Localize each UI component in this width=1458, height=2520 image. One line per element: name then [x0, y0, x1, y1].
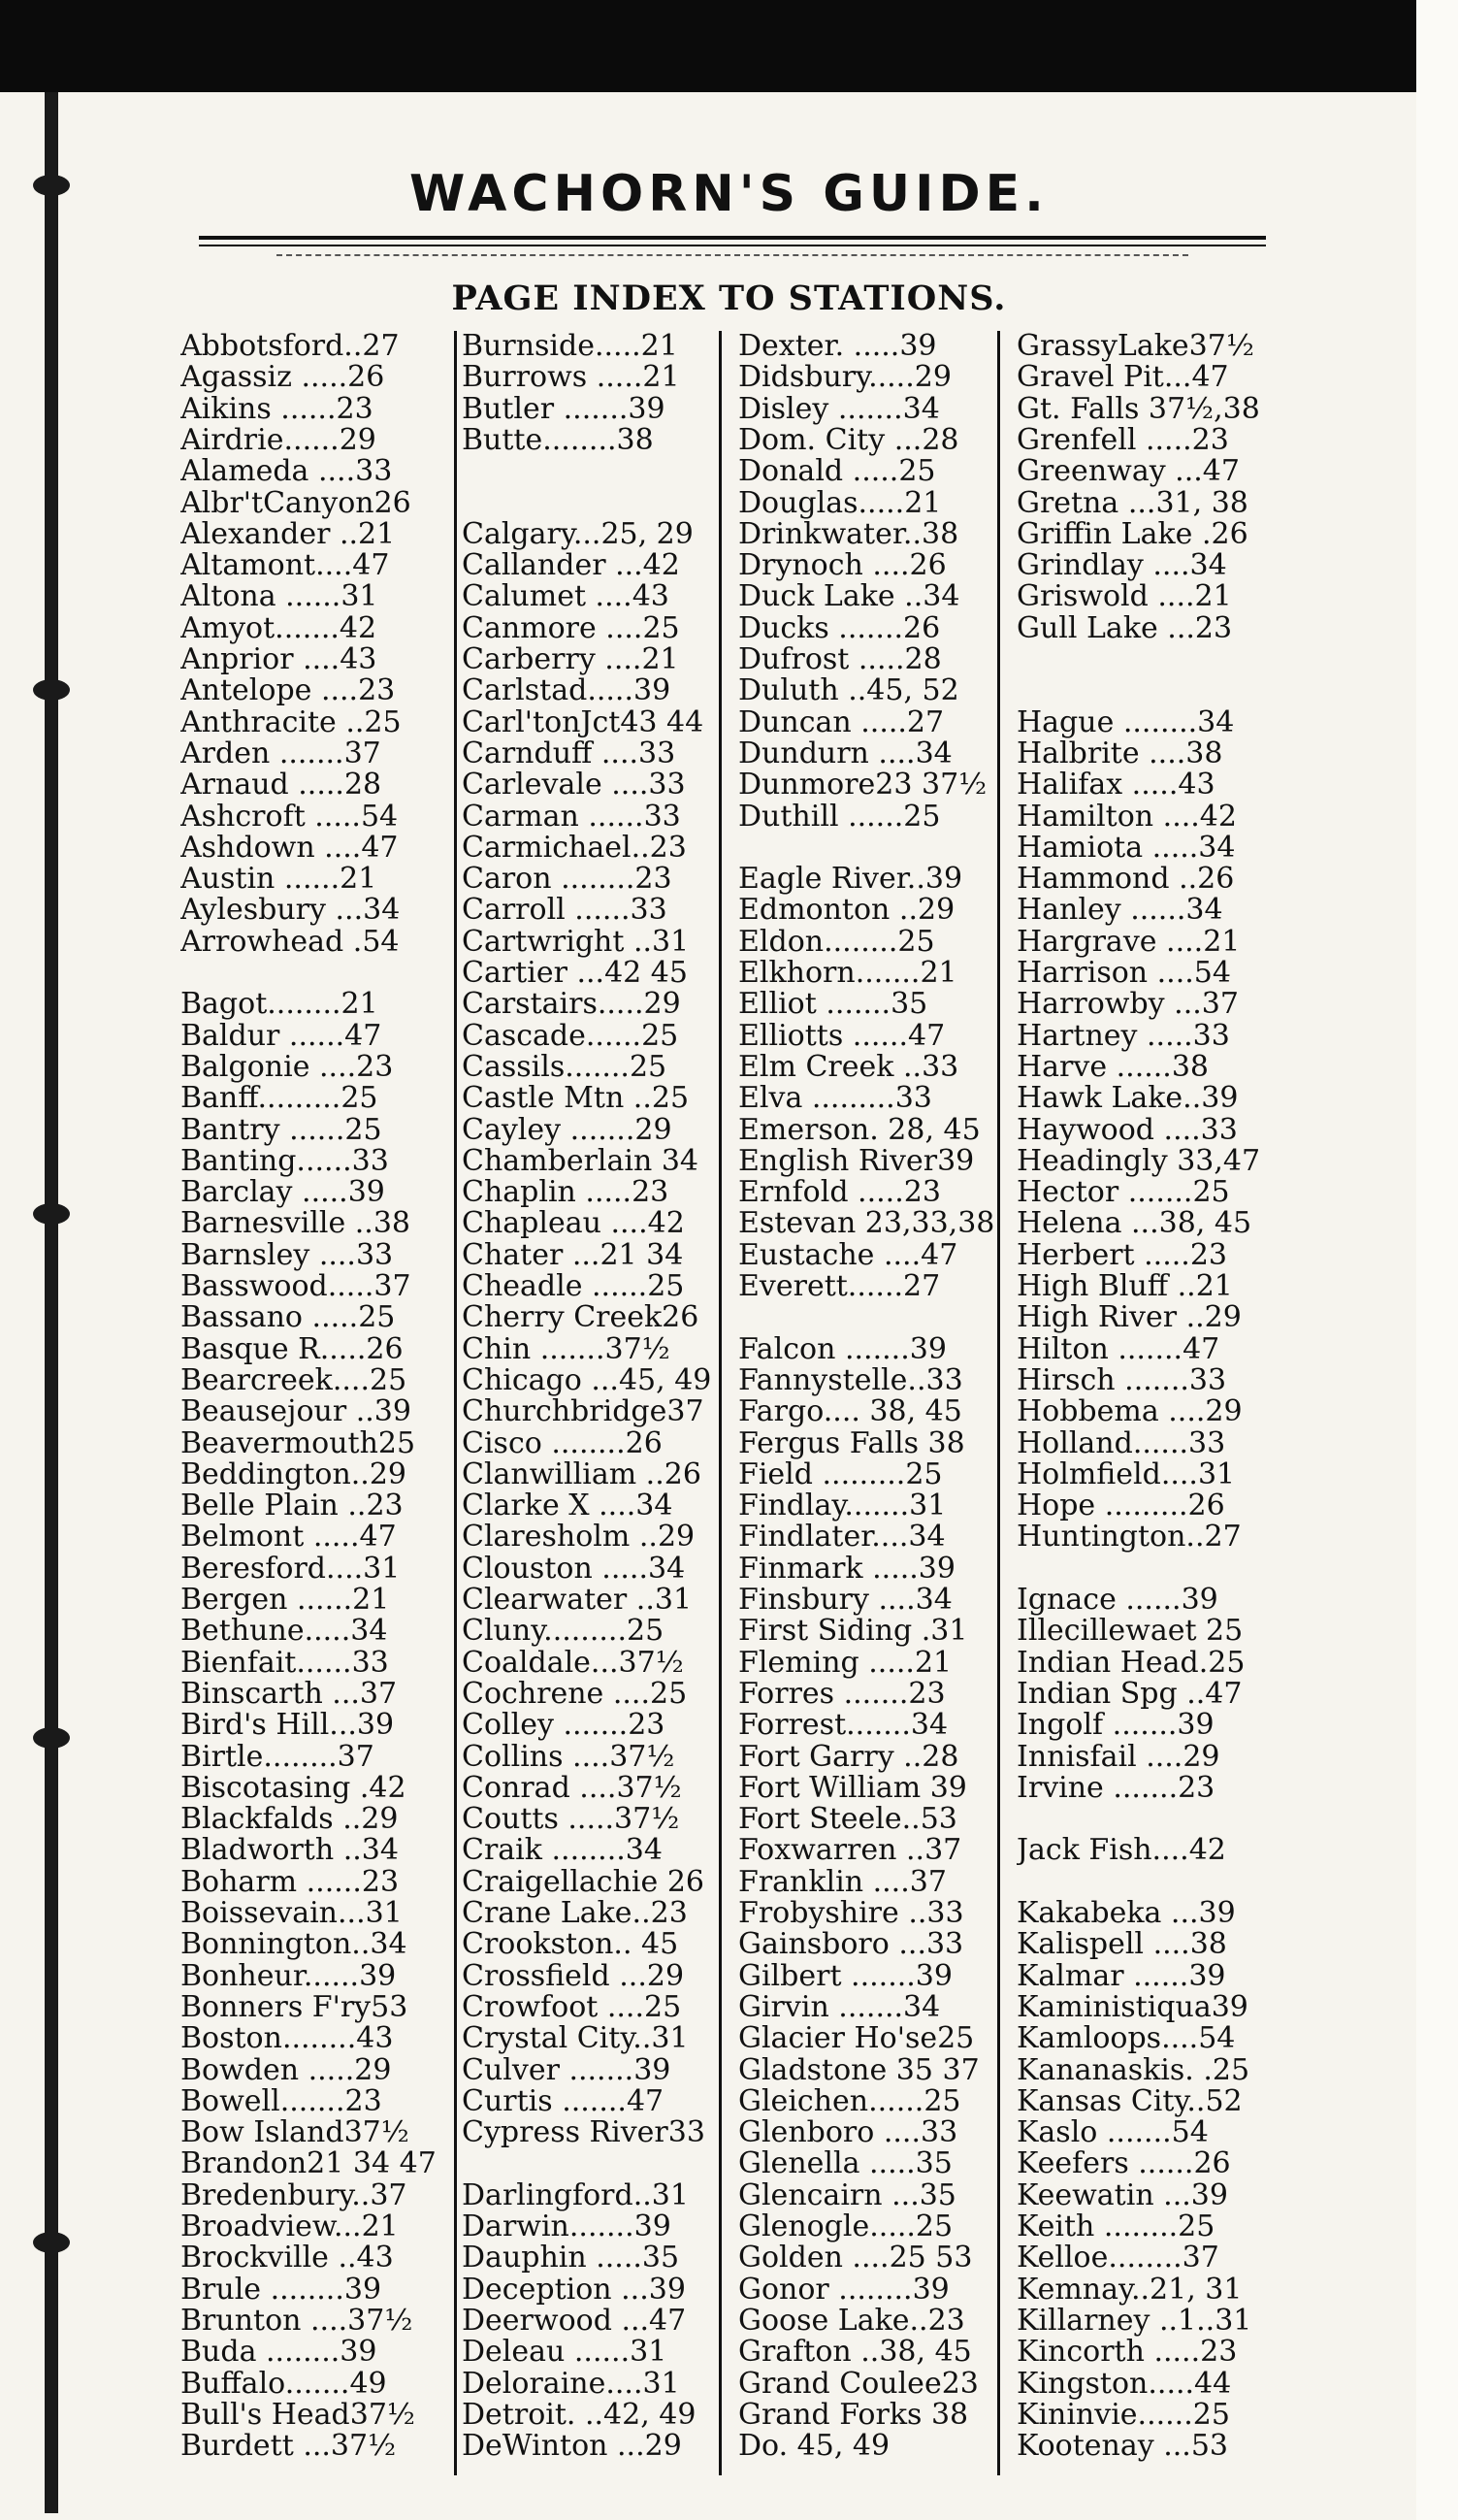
station-entry: Kakabeka ...39 [1017, 1898, 1236, 1929]
station-entry: Hamiota .....34 [1017, 832, 1236, 864]
station-entry: Abbotsford..27 [180, 331, 400, 362]
station-entry: Beresford....31 [180, 1553, 401, 1585]
station-entry: Fort Garry ..28 [738, 1741, 959, 1773]
station-entry: Hanley ......34 [1017, 895, 1223, 927]
station-entry: Fleming .....21 [738, 1647, 953, 1679]
guide-title: WACHORN'S GUIDE. [409, 165, 1049, 223]
station-entry: Bird's Hill...39 [180, 1710, 395, 1742]
station-entry: Gladstone 35 37 [738, 2054, 980, 2086]
station-entry: Hague ........34 [1017, 706, 1235, 738]
station-entry: Baldur ......47 [180, 1020, 382, 1052]
station-entry: Donald .....25 [738, 456, 936, 488]
station-entry: Frobyshire ..33 [738, 1898, 964, 1929]
station-entry: Aikins ......23 [180, 393, 373, 425]
station-entry: Chapleau ....42 [462, 1208, 685, 1240]
station-entry: Cheadle ......25 [462, 1271, 685, 1302]
station-entry: Bonnington..34 [180, 1929, 407, 1961]
station-entry: Carmichael..23 [462, 832, 687, 864]
station-entry: Calgary...25, 29 [462, 518, 694, 550]
station-entry: Hector .......25 [1017, 1177, 1230, 1209]
station-entry: Fargo.... 38, 45 [738, 1396, 962, 1428]
station-entry: Disley .......34 [738, 393, 940, 425]
station-entry: Carman ......33 [462, 801, 681, 833]
station-entry: Belmont .....47 [180, 1522, 397, 1554]
station-entry: Franklin ....37 [738, 1866, 947, 1898]
station-entry: Grindlay ....34 [1017, 550, 1227, 582]
index-column-4 [1017, 331, 1288, 2475]
station-entry: Antelope ....23 [180, 675, 396, 707]
station-entry: Duck Lake ..34 [738, 581, 960, 613]
station-entry: Dom. City ...28 [738, 424, 959, 456]
station-entry: Innisfail ....29 [1017, 1741, 1220, 1773]
station-entry: Cassils.......25 [462, 1051, 667, 1083]
station-entry: Boissevain...31 [180, 1898, 403, 1929]
station-entry: Ingolf .......39 [1017, 1710, 1215, 1742]
station-entry: Biscotasing .42 [180, 1772, 406, 1804]
station-entry: Grand Coulee23 [738, 2368, 979, 2400]
station-entry: Dexter. .....39 [738, 331, 937, 362]
station-entry: Burdett ...37½ [180, 2431, 397, 2463]
station-entry: Hawk Lake..39 [1017, 1083, 1239, 1115]
station-entry: Duthill ......25 [738, 801, 941, 833]
station-entry: Hilton .......47 [1017, 1333, 1220, 1365]
station-entry: Conrad ....37½ [462, 1772, 682, 1804]
dark-page-edge [0, 0, 1416, 92]
station-entry: Curtis .......47 [462, 2085, 664, 2117]
station-entry: Bearcreek....25 [180, 1364, 407, 1396]
station-entry: Headingly 33,47 [1017, 1145, 1261, 1177]
station-index [180, 331, 1277, 2466]
station-entry: High Bluff ..21 [1017, 1271, 1233, 1302]
station-entry: Churchbridge37 [462, 1396, 704, 1428]
station-entry: Harve ......38 [1017, 1051, 1210, 1083]
station-entry: Kemnay..21, 31 [1017, 2274, 1243, 2306]
station-entry: Forres .......23 [738, 1678, 946, 1710]
station-entry: Eldon........25 [738, 926, 935, 958]
station-entry: Ducks .......26 [738, 612, 941, 644]
station-entry: Elm Creek ..33 [738, 1051, 959, 1083]
station-entry: High River ..29 [1017, 1302, 1242, 1334]
station-entry: Gull Lake ...23 [1017, 612, 1233, 644]
station-entry: Foxwarren ..37 [738, 1835, 962, 1867]
station-entry: Herbert .....23 [1017, 1239, 1228, 1271]
station-entry: Hammond ..26 [1017, 864, 1235, 896]
station-entry: Fannystelle..33 [738, 1364, 963, 1396]
station-entry: Bassano .....25 [180, 1302, 396, 1334]
station-entry: Bonheur......39 [180, 1960, 397, 1992]
station-entry: Findlater....34 [738, 1522, 946, 1554]
station-entry: Keewatin ...39 [1017, 2179, 1228, 2211]
station-entry: Cascade......25 [462, 1020, 679, 1052]
index-column-2 [462, 331, 733, 2475]
station-entry: Cherry Creek26 [462, 1302, 699, 1334]
station-entry: Carl'tonJct43 44 [462, 706, 704, 738]
station-entry: Drinkwater..38 [738, 518, 959, 550]
station-entry: Ignace ......39 [1017, 1585, 1218, 1616]
station-entry: Austin ......21 [180, 864, 377, 896]
column-divider [719, 331, 722, 2475]
station-entry: Airdrie......29 [180, 424, 376, 456]
station-entry: Anthracite ..25 [180, 706, 402, 738]
station-entry: Harrowby ...37 [1017, 989, 1239, 1021]
station-entry: Elva .........33 [738, 1083, 932, 1115]
station-entry: Elliotts ......47 [738, 1020, 946, 1052]
binding-knot [33, 1203, 70, 1225]
station-entry: Basque R.....26 [180, 1333, 404, 1365]
station-entry: Hope .........26 [1017, 1490, 1225, 1522]
station-entry: Kamloops....54 [1017, 2023, 1236, 2055]
station-entry: Kaslo .......54 [1017, 2117, 1209, 2149]
station-entry: Hirsch .......33 [1017, 1364, 1227, 1396]
station-entry: Cartier ...42 45 [462, 958, 688, 989]
station-entry: Brandon21 34 47 [180, 2148, 437, 2180]
station-entry: Hartney .....33 [1017, 1020, 1230, 1052]
station-entry: Kingston.....44 [1017, 2368, 1232, 2400]
station-entry: Boston........43 [180, 2023, 394, 2055]
station-entry: Darwin.......39 [462, 2211, 671, 2242]
station-entry: Finsbury ....34 [738, 1585, 953, 1616]
station-entry: Cochrene ....25 [462, 1678, 688, 1710]
station-entry: Kalmar ......39 [1017, 1960, 1226, 1992]
station-entry: Gt. Falls 37½,38 [1017, 393, 1260, 425]
station-entry: Ashcroft .....54 [180, 801, 399, 833]
station-entry: Carroll ......33 [462, 895, 667, 927]
station-entry: Keefers ......26 [1017, 2148, 1231, 2180]
station-entry: Castle Mtn ..25 [462, 1083, 690, 1115]
station-entry: Kincorth .....23 [1017, 2337, 1238, 2369]
station-entry: Belle Plain ..23 [180, 1490, 404, 1522]
station-entry: Estevan 23,33,38 [738, 1208, 995, 1240]
station-entry: Glenboro ....33 [738, 2117, 958, 2149]
binding-spine [45, 92, 58, 2513]
station-entry: Crystal City..31 [462, 2023, 689, 2055]
index-column-1 [180, 331, 452, 2475]
station-entry: Barnesville ..38 [180, 1208, 411, 1240]
station-entry: Burrows .....21 [462, 362, 680, 394]
station-entry: Claresholm ..29 [462, 1522, 696, 1554]
station-entry: Clearwater ..31 [462, 1585, 693, 1616]
station-entry: Fergus Falls 38 [738, 1427, 965, 1459]
station-entry: Hargrave ....21 [1017, 926, 1241, 958]
station-entry: Basswood.....37 [180, 1271, 411, 1302]
station-entry: Altona ......31 [180, 581, 378, 613]
station-entry: Clanwilliam ..26 [462, 1458, 701, 1490]
station-entry: Carlevale ....33 [462, 769, 686, 802]
station-entry: Bienfait......33 [180, 1647, 389, 1679]
station-entry: Bonners F'ry53 [180, 1991, 408, 2023]
station-entry: Callander ...42 [462, 550, 680, 582]
station-entry: Helena ...38, 45 [1017, 1208, 1252, 1240]
station-entry: Edmonton ..29 [738, 895, 956, 927]
station-entry: Brunton ....37½ [180, 2305, 413, 2337]
station-entry: Beddington..29 [180, 1458, 407, 1490]
station-entry: Gleichen......25 [738, 2085, 961, 2117]
station-entry: Gainsboro ...33 [738, 1929, 964, 1961]
station-entry: Bow Island37½ [180, 2117, 409, 2149]
station-entry: Detroit. ..42, 49 [462, 2399, 697, 2431]
station-entry: Brockville ..43 [180, 2242, 394, 2275]
station-entry: Elliot .......35 [738, 989, 928, 1021]
station-entry: Coutts .....37½ [462, 1804, 680, 1836]
station-entry: Brule ........39 [180, 2274, 382, 2306]
station-entry: Emerson. 28, 45 [738, 1114, 981, 1146]
station-entry: Eustache ....47 [738, 1239, 958, 1271]
station-entry: Gretna ...31, 38 [1017, 487, 1248, 519]
column-divider [454, 331, 457, 2475]
station-entry: Birtle........37 [180, 1741, 374, 1773]
station-entry: Blackfalds ..29 [180, 1804, 399, 1836]
station-entry: Deleau ......31 [462, 2337, 667, 2369]
station-entry: Crowfoot ....25 [462, 1991, 682, 2023]
station-entry: Craik ........34 [462, 1835, 663, 1867]
station-entry: Canmore ....25 [462, 612, 680, 644]
station-entry: Buda ........39 [180, 2337, 377, 2369]
column-divider [997, 331, 1000, 2475]
station-entry: Girvin .......34 [738, 1991, 941, 2023]
station-entry: Didsbury.....29 [738, 362, 952, 394]
binding-knot [33, 2232, 70, 2253]
station-entry: Glenogle.....25 [738, 2211, 954, 2242]
station-entry: Chicago ...45, 49 [462, 1364, 712, 1396]
station-entry: Griswold ....21 [1017, 581, 1232, 613]
page-margin [1416, 0, 1458, 2520]
station-entry: Anprior ....43 [180, 644, 377, 675]
station-entry: Butte........38 [462, 424, 654, 456]
station-entry: Bull's Head37½ [180, 2399, 415, 2431]
station-entry: Dufrost .....28 [738, 644, 942, 675]
station-entry: Kaministiqua39 [1017, 1991, 1248, 2023]
station-entry: Barnsley ....33 [180, 1239, 394, 1271]
station-entry: Bantry ......25 [180, 1114, 382, 1146]
title-rule [199, 236, 1266, 240]
station-entry: Gonor ........39 [738, 2274, 950, 2306]
station-entry: Golden ....25 53 [738, 2242, 973, 2275]
station-entry: Culver .......39 [462, 2054, 671, 2086]
station-entry: Bagot........21 [180, 989, 378, 1021]
station-entry: Indian Spg ..47 [1017, 1678, 1243, 1710]
index-heading: PAGE INDEX TO STATIONS. [451, 278, 1007, 318]
station-entry: Douglas.....21 [738, 487, 942, 519]
index-column-3 [738, 331, 1010, 2475]
binding-knot [33, 679, 70, 701]
title-rule-thin [199, 245, 1266, 246]
station-entry: Halifax .....43 [1017, 769, 1215, 802]
station-entry: Gilbert .......39 [738, 1960, 953, 1992]
station-entry: Chamberlain 34 [462, 1145, 699, 1177]
station-entry: Albr'tCanyon26 [180, 487, 411, 519]
station-entry: Bowden .....29 [180, 2054, 392, 2086]
station-entry: Kalispell ....38 [1017, 1929, 1227, 1961]
station-entry: Bredenbury..37 [180, 2179, 407, 2211]
station-entry: Elkhorn.......21 [738, 958, 957, 989]
station-entry: Bladworth ..34 [180, 1835, 399, 1867]
station-entry: Findlay.......31 [738, 1490, 947, 1522]
station-entry: Grafton ..38, 45 [738, 2337, 972, 2369]
station-entry: Deerwood ...47 [462, 2305, 687, 2337]
station-entry: Kootenay ...53 [1017, 2431, 1229, 2463]
station-entry: Amyot.......42 [180, 612, 377, 644]
binding-knot [33, 1727, 70, 1749]
station-entry: Carstairs.....29 [462, 989, 681, 1021]
station-entry: Bowell.......23 [180, 2085, 382, 2117]
station-entry: Arrowhead .54 [180, 926, 400, 958]
station-entry: Dunmore23 37½ [738, 769, 988, 802]
station-entry: Clouston .....34 [462, 1553, 686, 1585]
station-entry: Carlstad.....39 [462, 675, 671, 707]
station-entry: Kininvie......25 [1017, 2399, 1230, 2431]
station-entry: Dauphin .....35 [462, 2242, 680, 2275]
dashed-rule [276, 254, 1188, 256]
station-entry: Agassiz .....26 [180, 362, 385, 394]
station-entry: Crane Lake..23 [462, 1898, 688, 1929]
station-entry: English River39 [738, 1145, 975, 1177]
station-entry: Ernfold .....23 [738, 1177, 941, 1209]
station-entry: Griffin Lake .26 [1017, 518, 1248, 550]
station-entry: Craigellachie 26 [462, 1866, 704, 1898]
station-entry: Duncan .....27 [738, 706, 945, 738]
station-entry: Do. 45, 49 [738, 2431, 891, 2463]
station-entry: Halbrite ....38 [1017, 737, 1223, 769]
station-entry: Irvine .......23 [1017, 1772, 1215, 1804]
station-entry: Illecillewaet 25 [1017, 1616, 1244, 1648]
station-entry: Barclay .....39 [180, 1177, 385, 1209]
station-entry: Kelloe........37 [1017, 2242, 1219, 2275]
station-entry: Broadview...21 [180, 2211, 399, 2242]
station-entry: Carnduff ....33 [462, 737, 676, 769]
station-entry: Goose Lake..23 [738, 2305, 965, 2337]
station-entry: Caron ........23 [462, 864, 672, 896]
station-entry: Burnside.....21 [462, 331, 678, 362]
station-entry: Ashdown ....47 [180, 832, 399, 864]
station-entry: Forrest.......34 [738, 1710, 949, 1742]
station-entry: Field .........25 [738, 1458, 943, 1490]
station-entry: Glacier Ho'se25 [738, 2023, 975, 2055]
station-entry: Holland......33 [1017, 1427, 1226, 1459]
station-entry: Holmfield....31 [1017, 1458, 1236, 1490]
station-entry: Aylesbury ...34 [180, 895, 401, 927]
station-entry: DeWinton ...29 [462, 2431, 682, 2463]
station-entry: Jack Fish....42 [1017, 1835, 1226, 1867]
station-entry: Cayley .......29 [462, 1114, 672, 1146]
station-entry: Cluny.........25 [462, 1616, 664, 1648]
station-entry: Finmark .....39 [738, 1553, 956, 1585]
station-entry: Dundurn ....34 [738, 737, 953, 769]
station-entry: Boharm ......23 [180, 1866, 400, 1898]
station-entry: Colley .......23 [462, 1710, 665, 1742]
station-entry: Fort Steele..53 [738, 1804, 957, 1836]
station-entry: Deloraine....31 [462, 2368, 680, 2400]
station-entry: Banff.........25 [180, 1083, 378, 1115]
station-entry: Fort William 39 [738, 1772, 967, 1804]
station-entry: Duluth ..45, 52 [738, 675, 959, 707]
station-entry: Alameda ....33 [180, 456, 393, 488]
station-entry: Bethune.....34 [180, 1616, 388, 1648]
station-entry: Grenfell .....23 [1017, 424, 1229, 456]
station-entry: Glenella .....35 [738, 2148, 953, 2180]
station-entry: Darlingford..31 [462, 2179, 689, 2211]
station-entry: Huntington..27 [1017, 1522, 1242, 1554]
station-entry: Cartwright ..31 [462, 926, 690, 958]
station-entry: Chater ...21 34 [462, 1239, 684, 1271]
station-entry: Keith ........25 [1017, 2211, 1215, 2242]
station-entry: Indian Head.25 [1017, 1647, 1246, 1679]
station-entry: Coaldale...37½ [462, 1647, 684, 1679]
station-entry: Banting......33 [180, 1145, 389, 1177]
station-entry: Harrison ....54 [1017, 958, 1231, 989]
station-entry: Clarke X ....34 [462, 1490, 673, 1522]
station-entry: Buffalo.......49 [180, 2368, 387, 2400]
station-entry: Arden .......37 [180, 737, 381, 769]
station-entry: Crossfield ...29 [462, 1960, 685, 1992]
station-entry: Balgonie ....23 [180, 1051, 394, 1083]
station-entry: Beavermouth25 [180, 1427, 416, 1459]
station-entry: Kananaskis. .25 [1017, 2054, 1250, 2086]
station-entry: Kansas City..52 [1017, 2085, 1243, 2117]
station-entry: Chaplin .....23 [462, 1177, 669, 1209]
station-entry: Binscarth ...37 [180, 1678, 398, 1710]
station-entry: Calumet ....43 [462, 581, 669, 613]
station-entry: Haywood ....33 [1017, 1114, 1238, 1146]
station-entry: Cisco ........26 [462, 1427, 663, 1459]
station-entry: Greenway ...47 [1017, 456, 1240, 488]
station-entry: Butler .......39 [462, 393, 665, 425]
station-entry: First Siding .31 [738, 1616, 968, 1648]
station-entry: Hamilton ....42 [1017, 801, 1237, 833]
station-entry: Everett......27 [738, 1271, 941, 1302]
station-entry: Drynoch ....26 [738, 550, 947, 582]
station-entry: GrassyLake37½ [1017, 331, 1254, 362]
station-entry: Killarney ..1..31 [1017, 2305, 1252, 2337]
station-entry: Deception ...39 [462, 2274, 686, 2306]
station-entry: Altamont....47 [180, 550, 390, 582]
station-entry: Carberry ....21 [462, 644, 679, 675]
station-entry: Alexander ..21 [180, 518, 396, 550]
station-entry: Crookston.. 45 [462, 1929, 679, 1961]
station-entry: Falcon .......39 [738, 1333, 947, 1365]
station-entry: Beausejour ..39 [180, 1396, 411, 1428]
station-entry: Gravel Pit...47 [1017, 362, 1229, 394]
station-entry: Grand Forks 38 [738, 2399, 969, 2431]
station-entry: Bergen ......21 [180, 1585, 390, 1616]
station-entry: Chin .......37½ [462, 1333, 670, 1365]
station-entry: Glencairn ...35 [738, 2179, 956, 2211]
station-entry: Hobbema ....29 [1017, 1396, 1243, 1428]
station-entry: Arnaud .....28 [180, 769, 382, 802]
station-entry: Collins ....37½ [462, 1741, 675, 1773]
station-entry: Cypress River33 [462, 2117, 705, 2149]
station-entry: Eagle River..39 [738, 864, 963, 896]
